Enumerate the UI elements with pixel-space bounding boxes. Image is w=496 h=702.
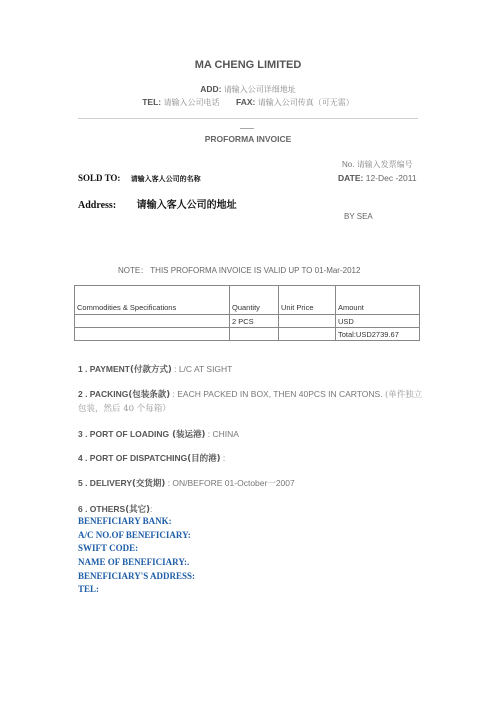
section-others [78,503,152,515]
company-contact [0,97,496,108]
no-value: 请输入发票编号 [356,160,413,169]
others-label: 6 . OTHERS [78,504,126,514]
table-row [75,315,420,328]
table-cell: Total:USD2739.67 [336,328,420,341]
beneficiary-bank: BENEFICIARY BANK: [78,516,172,526]
packing-label: 2 . PACKING [78,389,129,399]
no-label: No. [342,160,355,169]
section-port-dispatching [78,452,225,464]
beneficiary-name: NAME OF BENEFICIARY:. [78,557,190,567]
tel-label: TEL: [142,97,162,107]
loading-value: : CHINA [205,429,239,439]
table-cell [230,328,279,341]
validity-note: NOTE： THIS PROFORMA INVOICE IS VALID UP TO 01-Mar-2012 [118,266,361,275]
loading-label: 3 . PORT OF LOADING [78,429,170,439]
section-delivery [78,477,295,489]
table-cell [279,328,336,341]
payment-cn: (付款方式) [129,365,172,375]
table-cell: 2 PCS [230,315,279,328]
section-packing [78,388,422,400]
company-address [0,84,496,95]
date-value: 12-Dec -2011 [365,173,417,183]
header-amount: Amount [336,286,420,315]
dispatching-label: 4 . PORT OF DISPATCHING [78,453,188,463]
dispatching-value: : [220,453,226,463]
sold-to-value: 请输入客人公司的名称 [130,175,201,183]
items-table [74,285,420,341]
delivery-label: 5 . DELIVERY [78,478,133,488]
company-name: MA CHENG LIMITED [194,59,302,71]
table-cell [279,315,336,328]
section-payment [78,363,232,375]
address-label: Address: [78,200,117,211]
date-label: DATE: [338,173,364,183]
delivery-cn: (交货期) [132,479,166,489]
invoice-date [338,173,417,183]
dispatching-cn: (目的港) [187,454,221,464]
packing-cn-note-continued: 包装，然后 40 个每箱） [78,404,171,414]
table-row [75,328,420,341]
sold-to [78,173,201,184]
loading-cn: (装运港) [169,430,206,440]
header-quantity: Quantity [230,286,279,315]
payment-value: : L/C AT SIGHT [171,364,233,374]
tel-value: 请输入公司电话 [163,98,220,107]
swift-code: SWIFT CODE: [78,543,139,553]
fax-label: FAX: [236,97,256,107]
delivery-value: : ON/BEFORE 01-October一2007 [165,478,295,488]
payment-label: 1 . PAYMENT [78,364,130,374]
address-value: 请输入客人公司的地址 [136,200,237,211]
table-cell [75,315,230,328]
customer-address [78,196,237,211]
section-port-loading [78,428,239,440]
add-label: ADD: [200,84,222,94]
packing-cn: (包装条款) [128,390,171,400]
add-value: 请输入公司详细地址 [223,85,296,94]
fax-value: 请输入公司传真（可无需） [257,98,354,107]
table-cell: USD [336,315,420,328]
others-cn: (其它) [125,505,151,515]
table-header-row [75,286,420,315]
invoice-number [342,159,413,170]
others-value: : [150,504,153,514]
title-dash [240,128,254,129]
header-commodities: Commodities & Specifications [75,286,230,315]
header-divider [78,118,418,119]
table-cell [75,328,230,341]
sold-to-label: SOLD TO: [78,173,121,183]
beneficiary-address: BENEFICIARY'S ADDRESS: [78,571,195,581]
beneficiary-account: A/C NO.OF BENEFICIARY: [78,530,191,540]
header-unit-price: Unit Price [279,286,336,315]
packing-cn-note: (单件独立 [384,390,423,400]
shipping-method: BY SEA [344,212,373,221]
beneficiary-tel: TEL: [78,584,100,594]
document-title: PROFORMA INVOICE [204,134,292,144]
packing-value: : EACH PACKED IN BOX, THEN 40PCS IN CARTONS. [170,389,383,399]
